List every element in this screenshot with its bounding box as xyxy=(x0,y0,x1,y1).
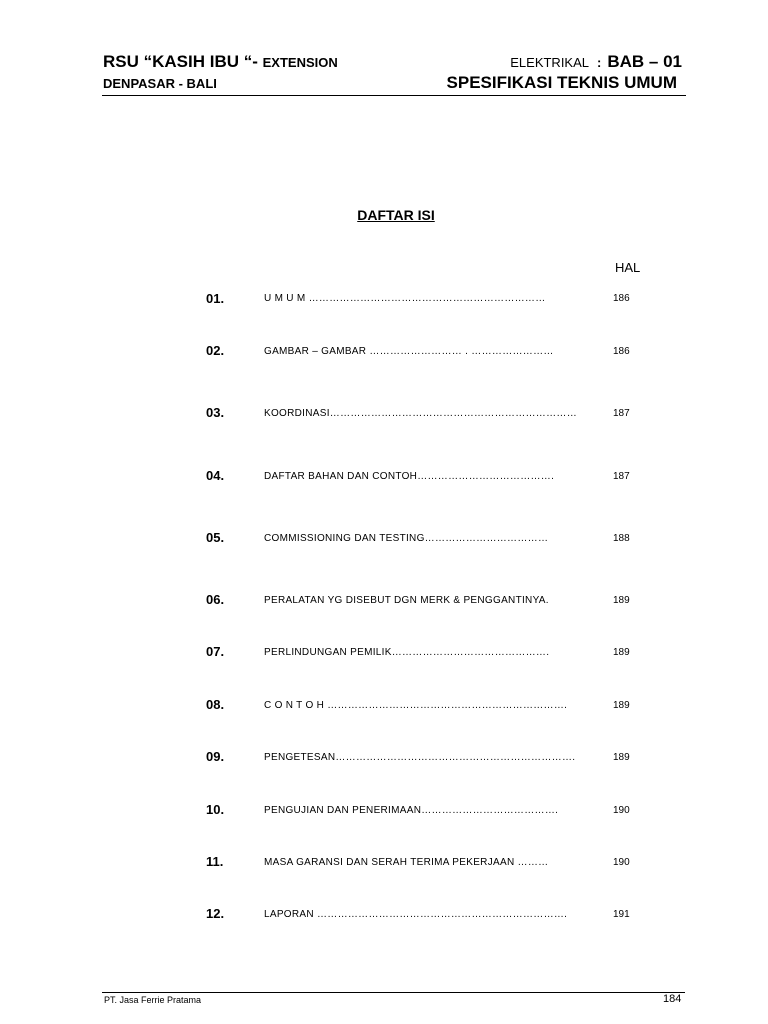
section-colon: : xyxy=(597,55,602,70)
project-location: DENPASAR - BALI xyxy=(103,76,217,91)
toc-page: 190 xyxy=(613,857,630,868)
page-column-header: HAL xyxy=(615,260,641,275)
header-divider xyxy=(102,95,686,96)
toc-number: 05. xyxy=(206,530,225,545)
footer-divider xyxy=(102,992,685,993)
toc-page: 187 xyxy=(613,408,630,419)
toc-entry-text: KOORDINASI……………………………………………………………… xyxy=(264,408,577,419)
toc-entry-text: C O N T O H ……………………………………………………………. xyxy=(264,700,568,711)
toc-entry-text: COMMISSIONING DAN TESTING……………………………… xyxy=(264,533,549,544)
toc-number: 09. xyxy=(206,749,225,764)
chapter-title: SPESIFIKASI TEKNIS UMUM xyxy=(446,73,677,92)
toc-page: 189 xyxy=(613,647,630,658)
project-title xyxy=(103,52,338,72)
toc-number: 12. xyxy=(206,906,225,921)
toc-entry-text: U M U M …………………………………………………………… xyxy=(264,293,546,304)
toc-entry-text: GAMBAR – GAMBAR ……………………… . …………………… xyxy=(264,346,554,357)
toc-number: 07. xyxy=(206,644,225,659)
toc-entry-text: PENGETESAN……………………………………………………………. xyxy=(264,752,576,763)
company-name: PT. Jasa Ferrie Pratama xyxy=(104,995,202,1005)
toc-number: 06. xyxy=(206,592,225,607)
toc-number: 01. xyxy=(206,291,225,306)
toc-entry-text: LAPORAN ………………………………………………………………. xyxy=(264,909,568,920)
section-label: ELEKTRIKAL xyxy=(510,55,590,70)
toc-entry-text: PENGUJIAN DAN PENERIMAAN…………………………………. xyxy=(264,805,559,816)
toc-number: 08. xyxy=(206,697,225,712)
toc-number: 04. xyxy=(206,468,225,483)
toc-entry-text: PERLINDUNGAN PEMILIK………………………………………. xyxy=(264,647,550,658)
toc-page: 186 xyxy=(613,346,630,357)
page-number: 184 xyxy=(663,993,682,1005)
toc-entry-text: PERALATAN YG DISEBUT DGN MERK & PENGGANTINYA. xyxy=(264,595,549,606)
project-name: RSU “KASIH IBU “- xyxy=(103,52,263,71)
toc-entry-text: DAFTAR BAHAN DAN CONTOH…………………………………. xyxy=(264,471,555,482)
document-title: DAFTAR ISI xyxy=(357,207,435,223)
chapter-label: BAB – 01 xyxy=(607,52,682,71)
toc-page: 189 xyxy=(613,700,630,711)
toc-page: 191 xyxy=(613,909,630,920)
toc-page: 189 xyxy=(613,752,630,763)
project-extension: EXTENSION xyxy=(262,55,338,70)
toc-entry-text: MASA GARANSI DAN SERAH TERIMA PEKERJAAN ……… xyxy=(264,857,549,868)
toc-number: 03. xyxy=(206,405,225,420)
toc-number: 02. xyxy=(206,343,225,358)
toc-number: 11. xyxy=(206,854,224,869)
chapter-heading xyxy=(510,52,682,72)
toc-page: 190 xyxy=(613,805,630,816)
toc-number: 10. xyxy=(206,802,225,817)
toc-page: 187 xyxy=(613,471,630,482)
toc-page: 186 xyxy=(613,293,630,304)
toc-page: 189 xyxy=(613,595,630,606)
toc-page: 188 xyxy=(613,533,630,544)
